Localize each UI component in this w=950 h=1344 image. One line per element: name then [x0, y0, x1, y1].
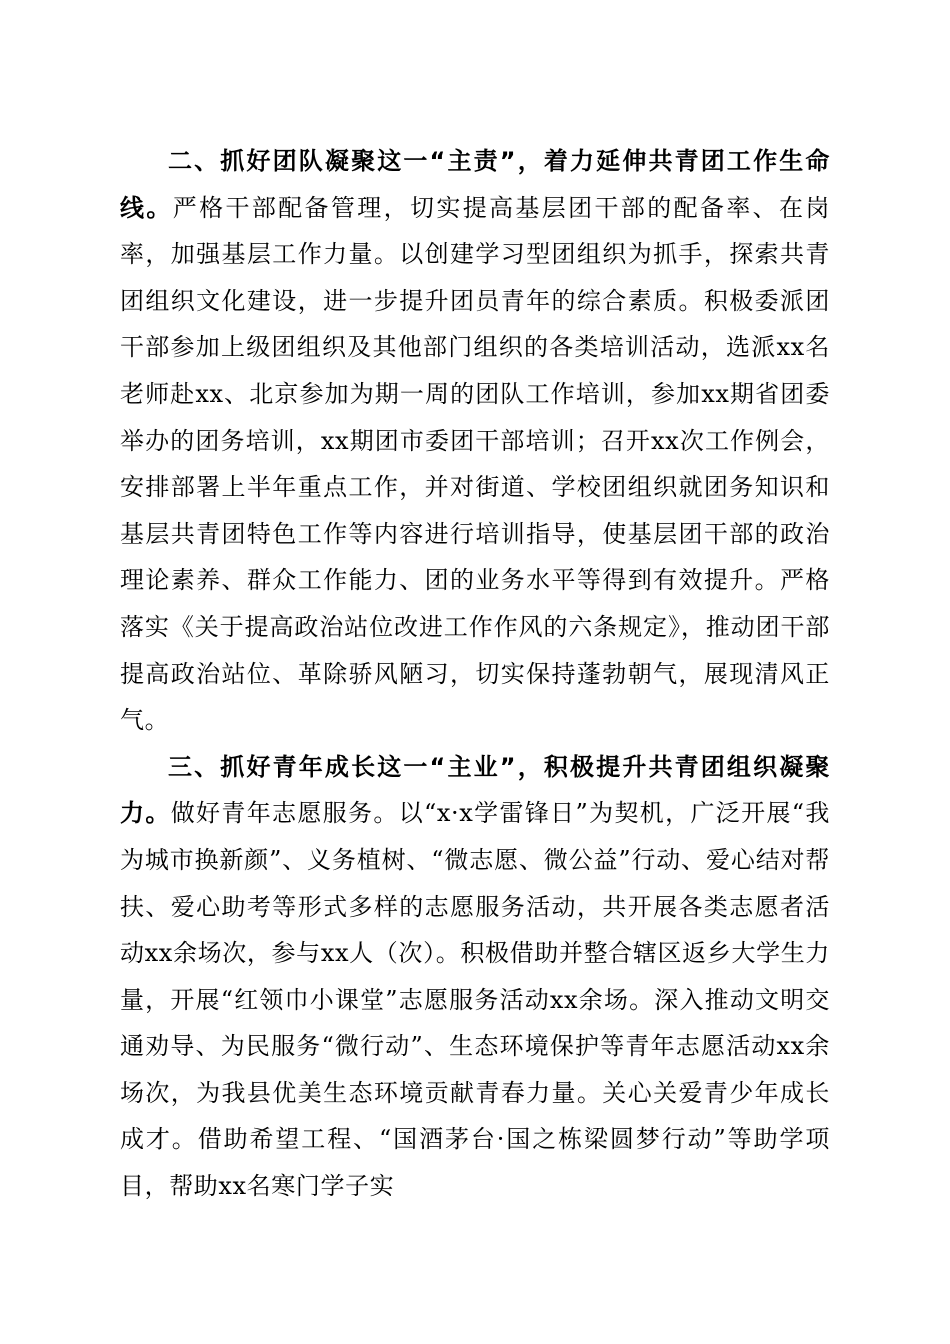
section-two-heading: 二、抓好团队凝聚这一“主责”，着力延伸共青团工作生命线。	[120, 147, 830, 222]
section-three-heading: 三、抓好青年成长这一“主业”，积极提升共青团组织凝聚力。	[120, 752, 830, 828]
paragraph-section-two	[120, 138, 830, 744]
section-three-body: 做好青年志愿服务。以“x·x学雷锋日”为契机，广泛开展“我为城市换新颜”、义务植树、“微志愿、微公益”行动、爱心结对帮扶、爱心助考等形式多样的志愿服务活动，共开展各类志愿者活动xx余场次，参与xx人（次）。积极借助并整合辖区返乡大学生力量，开展“红领巾小课堂”志愿服务活动xx余场。深入推动文明交通劝导、为民服务“微行动”、生态环境保护等青年志愿活动xx余场次，为我县优美生态环境贡献青春力量。关心关爱青少年成长成才。借助希望工程、“国酒茅台·国之栋梁圆梦行动”等助学项目，帮助xx名寒门学子实	[120, 799, 831, 1201]
section-two-body: 严格干部配备管理，切实提高基层团干部的配备率、在岗率，加强基层工作力量。以创建学习型团组织为抓手，探索共青团组织文化建设，进一步提升团员青年的综合素质。积极委派团干部参加上级团组织及其他部门组织的各类培训活动，选派xx名老师赴xx、北京参加为期一周的团队工作培训，参加xx期省团委举办的团务培训，xx期团市委团干部培训；召开xx次工作例会，安排部署上半年重点工作，并对街道、学校团组织就团务知识和基层共青团特色工作等内容进行培训指导，使基层团干部的政治理论素养、群众工作能力、团的业务水平等得到有效提升。严格落实《关于提高政治站位改进工作作风的六条规定》，推动团干部提高政治站位、革除骄风陋习，切实保持蓬勃朝气，展现清风正气。	[120, 193, 831, 735]
paragraph-section-three	[120, 744, 830, 1210]
document-body	[120, 138, 830, 1210]
